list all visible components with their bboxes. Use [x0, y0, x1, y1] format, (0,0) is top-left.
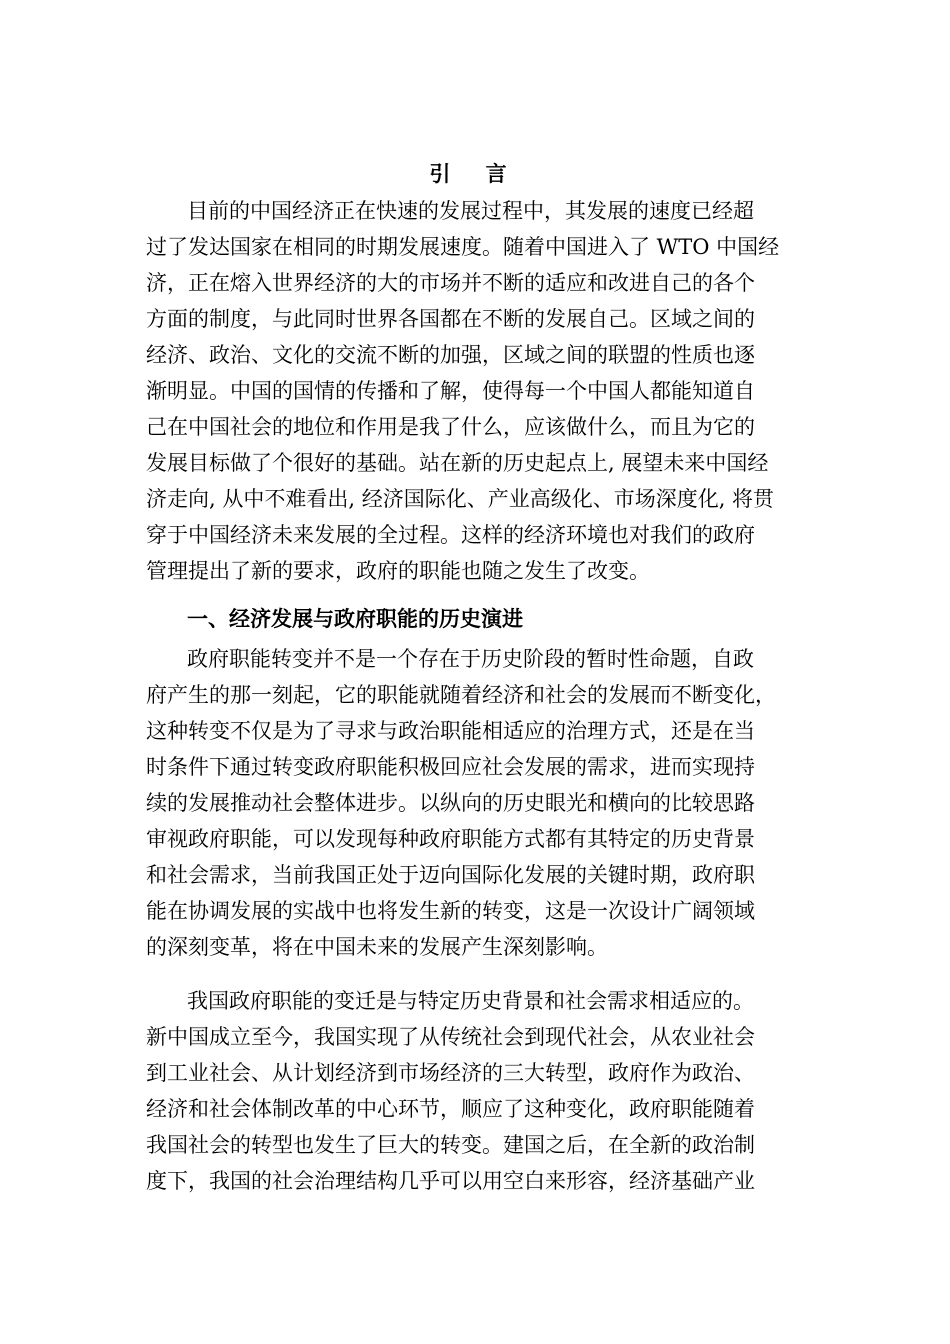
paragraph-1-line-4: 方面的制度，与此同时世界各国都在不断的发展自己。区域之间的 [146, 307, 755, 331]
section-heading: 一、经济发展与政府职能的历史演进 [187, 606, 523, 631]
paragraph-3-line-1: 我国政府职能的变迁是与特定历史背景和社会需求相适应的。 [187, 989, 754, 1013]
paragraph-3-line-3: 到工业社会、从计划经济到市场经济的三大转型，政府作为政治、 [146, 1061, 755, 1085]
paragraph-2-line-2: 府产生的那一刻起，它的职能就随着经济和社会的发展而不断变化， [146, 683, 776, 707]
paragraph-1-line-2: 过了发达国家在相同的时期发展速度。随着中国进入了 WTO 中国经 [146, 235, 780, 259]
paragraph-2-line-8: 能在协调发展的实战中也将发生新的转变，这是一次设计广阔领域 [146, 899, 755, 923]
paragraph-1-line-7: 己在中国社会的地位和作用是我了什么，应该做什么，而且为它的 [146, 415, 755, 439]
paragraph-1-line-6: 渐明显。中国的国情的传播和了解，使得每一个中国人都能知道自 [146, 379, 755, 403]
paragraph-2-line-7: 和社会需求，当前我国正处于迈向国际化发展的关键时期，政府职 [146, 863, 755, 887]
paragraph-1-line-10: 穿于中国经济未来发展的全过程。这样的经济环境也对我们的政府 [146, 523, 755, 547]
paragraph-1-line-3: 济，正在熔入世界经济的大的市场并不断的适应和改进自己的各个 [146, 271, 755, 295]
paragraph-1-line-11: 管理提出了新的要求，政府的职能也随之发生了改变。 [146, 559, 650, 583]
paragraph-1-line-5: 经济、政治、文化的交流不断的加强，区域之间的联盟的性质也逐 [146, 343, 755, 367]
paragraph-1-line-1: 目前的中国经济正在快速的发展过程中，其发展的速度已经超 [187, 199, 754, 223]
paragraph-1-line-9: 济走向, 从中不难看出, 经济国际化、产业高级化、市场深度化, 将贯 [146, 487, 775, 511]
paragraph-2-line-9: 的深刻变革，将在中国未来的发展产生深刻影响。 [146, 935, 608, 959]
paragraph-3-line-5: 我国社会的转型也发生了巨大的转变。建国之后，在全新的政治制 [146, 1133, 755, 1157]
paragraph-3-line-4: 经济和社会体制改革的中心环节，顺应了这种变化，政府职能随着 [146, 1097, 755, 1121]
paragraph-1-line-8: 发展目标做了个很好的基础。站在新的历史起点上, 展望未来中国经 [146, 451, 769, 475]
paragraph-3-line-2: 新中国成立至今，我国实现了从传统社会到现代社会，从农业社会 [146, 1025, 755, 1049]
paragraph-2-line-1: 政府职能转变并不是一个存在于历史阶段的暂时性命题，自政 [187, 647, 754, 671]
paragraph-2-line-3: 这种转变不仅是为了寻求与政治职能相适应的治理方式，还是在当 [146, 719, 755, 743]
paragraph-2-line-4: 时条件下通过转变政府职能积极回应社会发展的需求，进而实现持 [146, 755, 755, 779]
paragraph-3-line-6: 度下，我国的社会治理结构几乎可以用空白来形容，经济基础产业 [146, 1169, 755, 1193]
paragraph-2-line-5: 续的发展推动社会整体进步。以纵向的历史眼光和横向的比较思路 [146, 791, 755, 815]
page-title: 引 言 [429, 161, 521, 186]
paragraph-2-line-6: 审视政府职能，可以发现每种政府职能方式都有其特定的历史背景 [146, 827, 755, 851]
